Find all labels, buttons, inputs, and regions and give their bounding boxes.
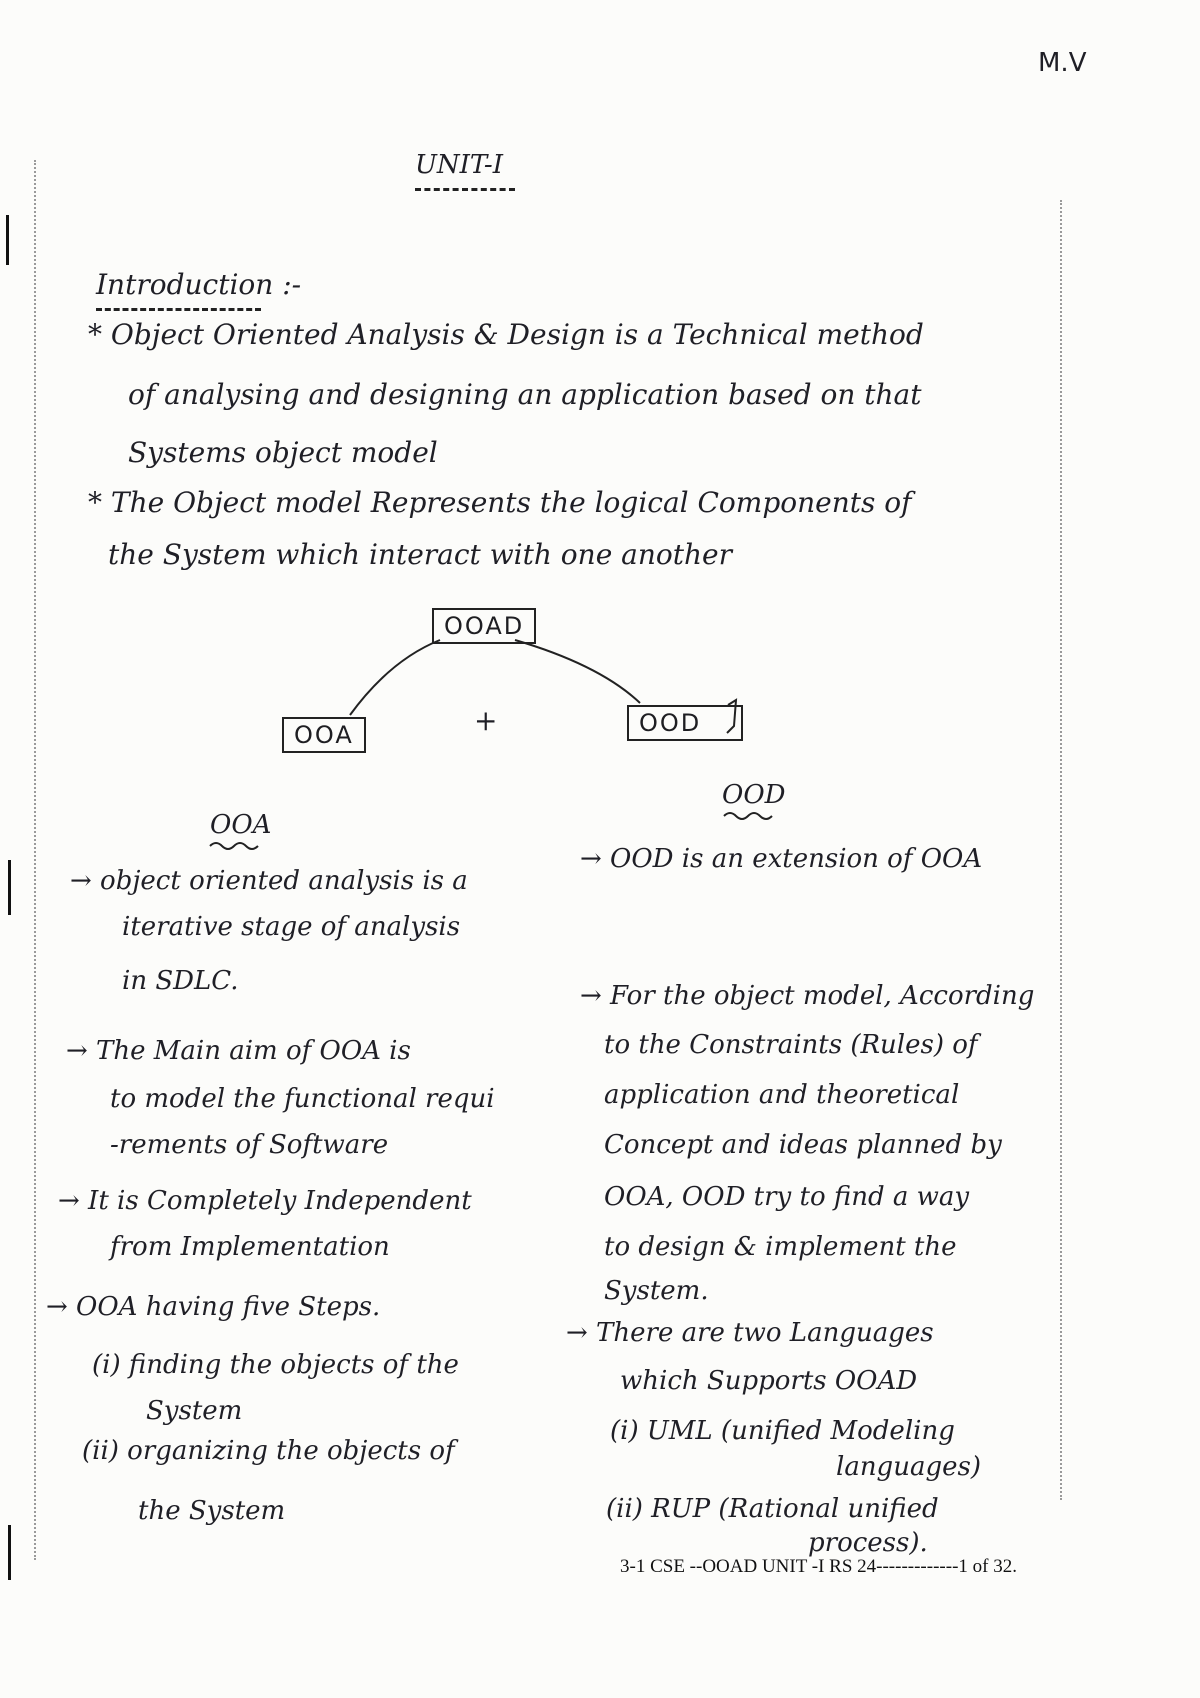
- ooa-line: (ii) organizing the objects of: [82, 1436, 455, 1466]
- ood-line: → There are two Languages: [566, 1318, 934, 1348]
- intro-line: of analysing and designing an application based on that: [128, 378, 922, 411]
- intro-line: * The Object model Represents the logical Components of: [88, 486, 912, 519]
- ooa-line: the System: [138, 1496, 286, 1526]
- diagram-node-ooad: OOAD: [432, 608, 536, 644]
- ood-line: languages): [836, 1452, 981, 1482]
- diagram-node-ooa: OOA: [282, 717, 366, 753]
- diagram-plus: +: [474, 704, 498, 737]
- intro-line: the System which interact with one another: [108, 538, 732, 571]
- ooa-heading: OOA: [210, 810, 272, 840]
- ooa-line: in SDLC.: [122, 966, 239, 996]
- ooa-line: → It is Completely Independent: [58, 1186, 472, 1216]
- ooa-heading-underline: [208, 840, 268, 852]
- ood-line: Concept and ideas planned by: [604, 1130, 1002, 1160]
- ooa-line: iterative stage of analysis: [122, 912, 461, 942]
- ooa-line: from Implementation: [110, 1232, 390, 1262]
- ooa-line: System: [146, 1396, 243, 1426]
- ood-line: (i) UML (unified Modeling: [610, 1416, 955, 1446]
- ood-line: (ii) RUP (Rational unified: [606, 1494, 939, 1524]
- ood-line: to the Constraints (Rules) of: [604, 1030, 978, 1060]
- page-footer: 3-1 CSE --OOAD UNIT -I RS 24-------------1 of 32.: [620, 1556, 1017, 1577]
- intro-line: Systems object model: [128, 436, 438, 469]
- ood-line: → OOD is an extension of OOA: [580, 844, 983, 874]
- intro-line: * Object Oriented Analysis & Design is a Technical method: [88, 318, 924, 351]
- ood-heading: OOD: [722, 780, 786, 810]
- ood-line: System.: [604, 1276, 709, 1306]
- unit-title: UNIT-I: [415, 150, 503, 180]
- ooa-line: → The Main aim of OOA is: [66, 1036, 411, 1066]
- ooa-line: → OOA having five Steps.: [46, 1292, 381, 1322]
- ood-heading-underline: [722, 810, 782, 822]
- ooa-line: (i) finding the objects of the: [92, 1350, 459, 1380]
- ood-line: which Supports OOAD: [620, 1366, 918, 1396]
- ood-line: application and theoretical: [604, 1080, 960, 1110]
- ood-line: process).: [808, 1528, 928, 1558]
- author-initials: M.V: [1038, 48, 1087, 78]
- ood-line: OOA, OOD try to find a way: [604, 1182, 970, 1212]
- ooa-line: to model the functional requi: [110, 1084, 495, 1114]
- ood-line: → For the object model, According: [580, 981, 1035, 1011]
- diagram-node-ood: OOD: [627, 705, 743, 741]
- intro-heading: Introduction :-: [96, 268, 302, 301]
- ooa-line: -rements of Software: [110, 1130, 389, 1160]
- ooa-line: → object oriented analysis is a: [70, 866, 468, 896]
- ood-line: to design & implement the: [604, 1232, 957, 1262]
